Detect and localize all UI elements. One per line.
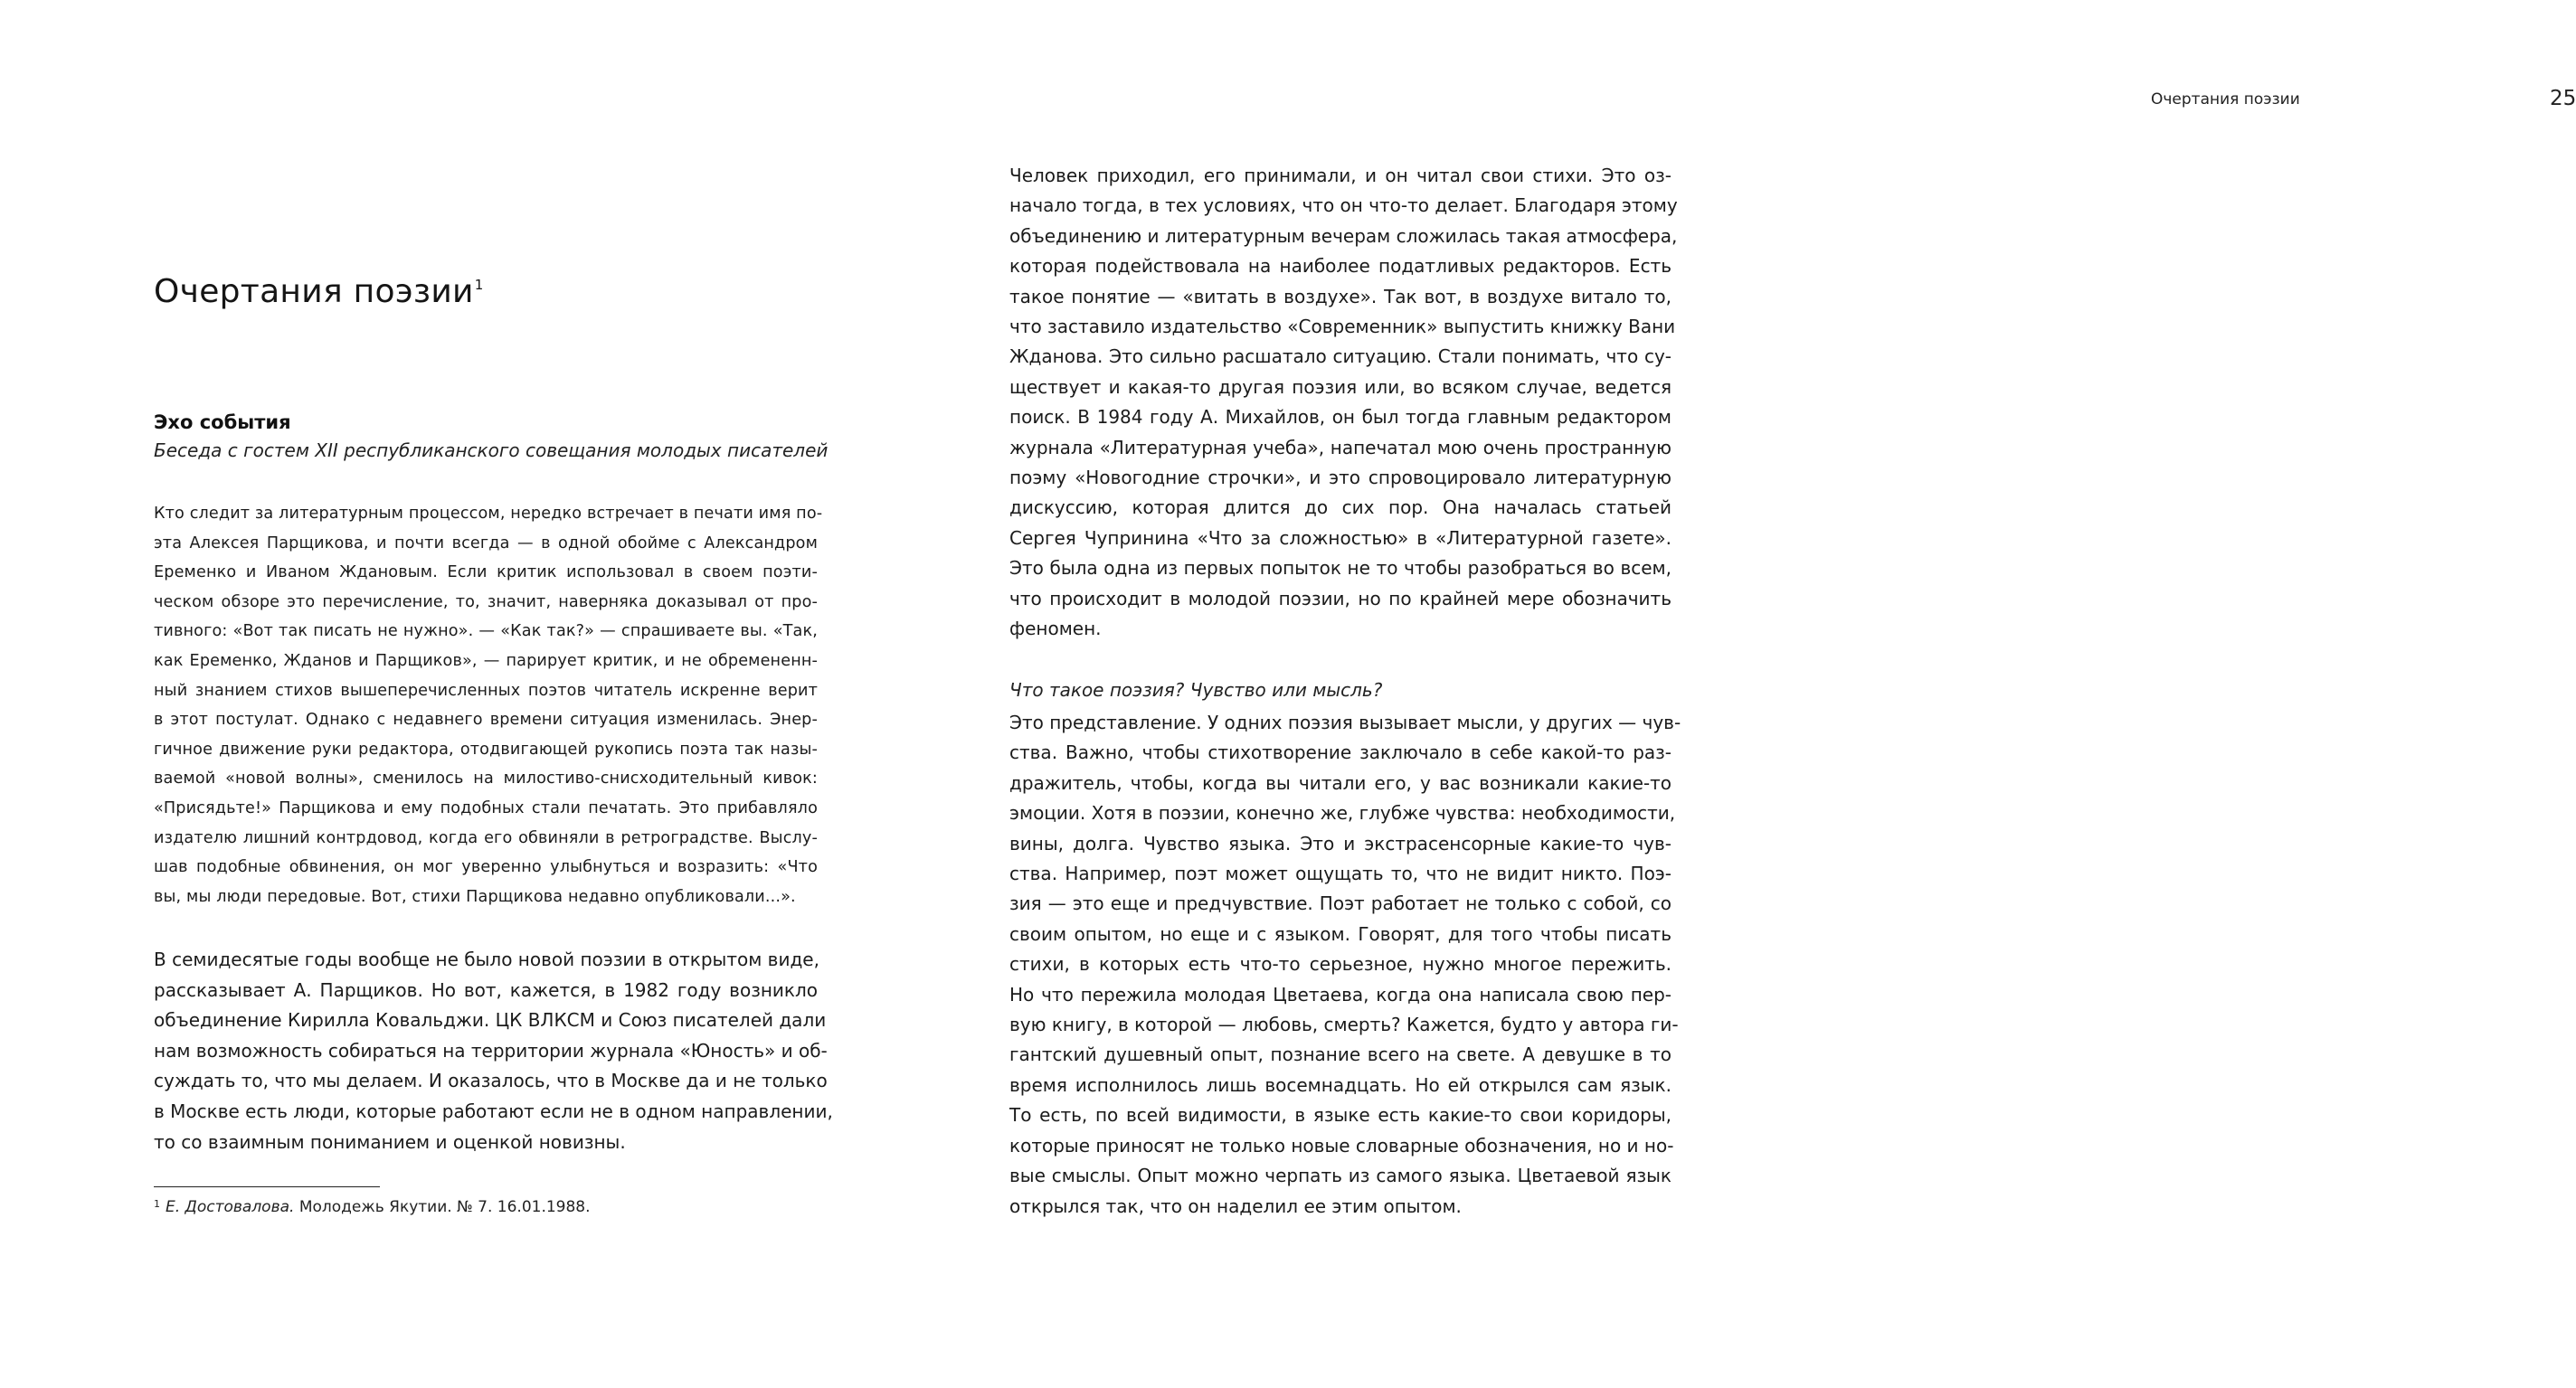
footnote-mark: 1 bbox=[154, 1198, 160, 1210]
interview-question: Что такое поэзия? Чувство или мысль? bbox=[1009, 679, 1383, 701]
text-line: время исполнилось лишь восемнадцать. Но ей открылся сам язык. bbox=[1009, 1073, 1672, 1096]
right-paragraph-2 bbox=[1009, 708, 1681, 1222]
text-line: ства. Например, поэт может ощущать то, что не видит никто. Поэ- bbox=[1009, 863, 1672, 885]
text-line: феномен. bbox=[1009, 618, 1102, 640]
text-line: нам возможность собираться на территории журнала «Юность» и об- bbox=[154, 1039, 828, 1062]
text-line: зия — это еще и предчувствие. Поэт работает не только с собой, со bbox=[1009, 892, 1672, 915]
text-line: Жданова. Это сильно расшатало ситуацию. Стали понимать, что су- bbox=[1009, 345, 1672, 368]
text-line: своим опытом, но еще и с языком. Говорят, для того чтобы писать bbox=[1009, 922, 1672, 945]
section-subtitle: Беседа с гостем XII республиканского совещания молодых писателей bbox=[154, 439, 829, 461]
text-line: в этот постулат. Однако с недавнего времени ситуация изменилась. Энер- bbox=[154, 711, 818, 730]
footnote-source: Молодежь Якутии. № 7. 16.01.1988. bbox=[298, 1198, 591, 1216]
text-line: поэму «Новогодние строчки», и это спровоцировало литературную bbox=[1009, 467, 1672, 489]
text-line: шав подобные обвинения, он мог уверенно улыбнуться и возразить: «Что bbox=[154, 858, 818, 877]
text-line: журнала «Литературная учеба», напечатал мою очень пространную bbox=[1009, 436, 1672, 458]
footnote-author: Е. Достовалова. bbox=[166, 1198, 295, 1216]
text-line: вую книгу, в которой — любовь, смерть? Кажется, будто у автора ги- bbox=[1009, 1014, 1679, 1036]
text-line: гичное движение руки редактора, отодвигающей рукопись поэта так назы- bbox=[154, 740, 818, 759]
footnote-divider bbox=[154, 1186, 380, 1187]
text-line: которые приносят не только новые словарные обозначения, но и но- bbox=[1009, 1134, 1674, 1157]
text-line: объединению и литературным вечерам сложилась такая атмосфера, bbox=[1009, 224, 1678, 247]
text-line: ный знанием стихов вышеперечисленных поэтов читатель искренне верит bbox=[154, 681, 818, 700]
intro-paragraph bbox=[154, 499, 823, 911]
text-line: эта Алексея Парщикова, и почти всегда — в одной обойме с Александром bbox=[154, 533, 818, 552]
text-line: Это представление. У одних поэзия вызывает мысли, у других — чув- bbox=[1009, 712, 1681, 733]
text-line: вы, мы люди передовые. Вот, стихи Парщикова недавно опубликовали...». bbox=[154, 887, 796, 906]
text-line: суждать то, что мы делаем. И оказалось, что в Москве да и не только bbox=[154, 1070, 828, 1092]
text-line: ществует и какая-то другая поэзия или, во всяком случае, ведется bbox=[1009, 375, 1672, 398]
running-head: Очертания поэзии bbox=[2151, 90, 2300, 109]
text-line: ческом обзоре это перечисление, то, значит, наверняка доказывал от про- bbox=[154, 592, 818, 611]
text-line: которая подействовала на наиболее податливых редакторов. Есть bbox=[1009, 255, 1672, 278]
text-line: дискуссию, которая длится до сих пор. Она началась статьей bbox=[1009, 496, 1672, 519]
text-line: дражитель, чтобы, когда вы читали его, у вас возникали какие-то bbox=[1009, 771, 1672, 794]
text-line: ства. Важно, чтобы стихотворение заключало в себе какой-то раз- bbox=[1009, 741, 1672, 764]
text-line: поиск. В 1984 году А. Михайлов, он был тогда главным редактором bbox=[1009, 406, 1672, 429]
text-line: ваемой «новой волны», сменилось на милостиво-снисходительный кивок: bbox=[154, 770, 818, 788]
text-line: Но что пережила молодая Цветаева, когда она написала свою пер- bbox=[1009, 983, 1672, 1006]
text-line: издателю лишний контрдовод, когда его обвиняли в ретроградстве. Выслу- bbox=[154, 828, 818, 847]
text-line: вины, долга. Чувство языка. Это и экстрасенсорные какие-то чув- bbox=[1009, 832, 1672, 855]
text-line: гантский душевный опыт, познание всего на свете. А девушке в то bbox=[1009, 1043, 1672, 1066]
text-line: объединение Кирилла Ковальджи. ЦК ВЛКСМ и Союз писателей дали bbox=[154, 1009, 827, 1032]
text-line: что происходит в молодой поэзии, но по крайней мере обозначить bbox=[1009, 587, 1672, 609]
text-line: Еременко и Иваном Ждановым. Если критик использовал в своем поэти- bbox=[154, 563, 818, 582]
chapter-title-text: Очертания поэзии bbox=[154, 273, 474, 310]
text-line: вые смыслы. Опыт можно черпать из самого языка. Цветаевой язык bbox=[1009, 1165, 1672, 1187]
text-line: начало тогда, в тех условиях, что он что-то делает. Благодаря этому bbox=[1009, 194, 1678, 217]
text-line: открылся так, что он наделил ее этим опытом. bbox=[1009, 1194, 1462, 1217]
text-line: как Еременко, Жданов и Парщиков», — парирует критик, и не обремененн- bbox=[154, 651, 818, 670]
text-line: что заставило издательство «Современник» выпустить книжку Вани bbox=[1009, 316, 1676, 338]
footnote bbox=[154, 1198, 591, 1216]
text-line: Кто следит за литературным процессом, нередко встречает в печати имя по- bbox=[154, 505, 823, 523]
text-line: стихи, в которых есть что-то серьезное, нужно многое пережить. bbox=[1009, 953, 1672, 976]
body-paragraph bbox=[154, 945, 833, 1157]
text-line: Сергея Чупринина «Что за сложностью» в «Литературной газете». bbox=[1009, 526, 1672, 549]
text-line: тивного: «Вот так писать не нужно». — «Как так?» — спрашиваете вы. «Так, bbox=[154, 622, 818, 641]
text-line: рассказывает А. Парщиков. Но вот, кажется, в 1982 году возникло bbox=[154, 978, 818, 1001]
left-page bbox=[0, 0, 904, 1388]
text-line: В семидесятые годы вообще не было новой поэзии в открытом виде, bbox=[154, 949, 819, 970]
section-title: Эхо события bbox=[154, 411, 291, 433]
text-line: такое понятие — «витать в воздухе». Так вот, в воздухе витало то, bbox=[1009, 285, 1672, 307]
text-line: Это была одна из первых попыток не то чтобы разобраться во всем, bbox=[1009, 557, 1672, 580]
right-paragraph-1 bbox=[1009, 161, 1678, 645]
text-line: Человек приходил, его принимали, и он читал свои стихи. Это оз- bbox=[1009, 165, 1672, 186]
chapter-title bbox=[154, 273, 484, 310]
text-line: эмоции. Хотя в поэзии, конечно же, глубже чувства: необходимости, bbox=[1009, 802, 1676, 825]
text-line: «Присядьте!» Парщикова и ему подобных стали печатать. Это прибавляло bbox=[154, 798, 818, 817]
text-line: то со взаимным пониманием и оценкой новизны. bbox=[154, 1130, 626, 1153]
text-line: То есть, по всей видимости, в языке есть какие-то свои коридоры, bbox=[1009, 1104, 1672, 1127]
page-number: 25 bbox=[2550, 87, 2576, 110]
chapter-title-footnote-mark[interactable]: 1 bbox=[474, 277, 484, 293]
text-line: в Москве есть люди, которые работают если не в одном направлении, bbox=[154, 1100, 833, 1122]
